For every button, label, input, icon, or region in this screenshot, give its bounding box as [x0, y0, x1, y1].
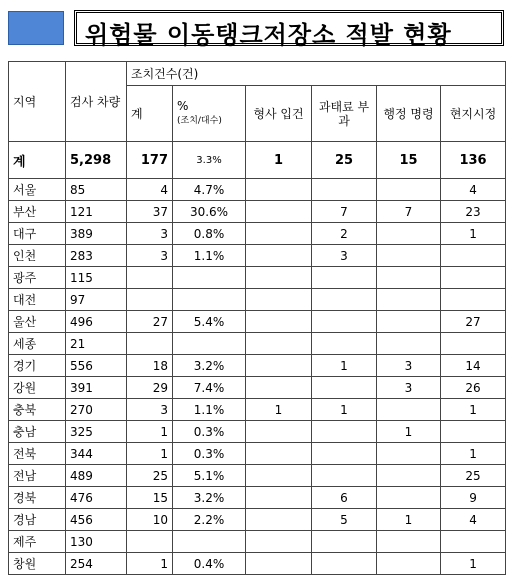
cell-onsite: 23 — [441, 201, 506, 223]
cell-region: 창원 — [9, 553, 66, 575]
cell-criminal — [246, 333, 312, 355]
cell-action-total: 18 — [127, 355, 173, 377]
cell-criminal — [246, 421, 312, 443]
cell-admin — [377, 333, 441, 355]
cell-percent — [173, 531, 246, 553]
cell-criminal — [246, 465, 312, 487]
cell-onsite: 27 — [441, 311, 506, 333]
cell-fine — [312, 553, 377, 575]
cell-percent — [173, 267, 246, 289]
cell-fine — [312, 311, 377, 333]
cell-action-total: 4 — [127, 179, 173, 201]
cell-criminal — [246, 223, 312, 245]
header-region: 지역 — [9, 62, 66, 142]
cell-action-total: 3 — [127, 245, 173, 267]
header-percent — [173, 86, 246, 142]
cell-action-total: 3 — [127, 223, 173, 245]
cell-admin — [377, 289, 441, 311]
header-criminal-case: 형사 입건 — [246, 86, 312, 142]
title-bar — [6, 6, 504, 49]
cell-onsite: 1 — [441, 399, 506, 421]
header-percent-main: % — [177, 98, 189, 113]
cell-fine: 1 — [312, 399, 377, 421]
total-admin: 15 — [377, 142, 441, 179]
cell-fine: 3 — [312, 245, 377, 267]
table-row — [9, 531, 506, 553]
cell-action-total: 10 — [127, 509, 173, 531]
cell-admin — [377, 179, 441, 201]
cell-admin: 3 — [377, 377, 441, 399]
cell-percent: 0.3% — [173, 421, 246, 443]
cell-admin: 1 — [377, 509, 441, 531]
cell-inspected: 85 — [66, 179, 127, 201]
total-row — [9, 142, 506, 179]
cell-region: 강원 — [9, 377, 66, 399]
cell-fine — [312, 289, 377, 311]
table-row — [9, 443, 506, 465]
cell-onsite: 1 — [441, 223, 506, 245]
total-actions: 177 — [127, 142, 173, 179]
cell-onsite: 25 — [441, 465, 506, 487]
cell-inspected: 325 — [66, 421, 127, 443]
cell-action-total — [127, 267, 173, 289]
total-fine: 25 — [312, 142, 377, 179]
cell-fine: 7 — [312, 201, 377, 223]
cell-action-total: 29 — [127, 377, 173, 399]
cell-fine — [312, 267, 377, 289]
cell-percent: 30.6% — [173, 201, 246, 223]
cell-onsite — [441, 531, 506, 553]
cell-inspected: 254 — [66, 553, 127, 575]
table-row — [9, 333, 506, 355]
table-row — [9, 377, 506, 399]
table-row — [9, 553, 506, 575]
cell-region: 제주 — [9, 531, 66, 553]
cell-criminal — [246, 509, 312, 531]
cell-action-total: 1 — [127, 443, 173, 465]
header-action-total: 계 — [127, 86, 173, 142]
cell-region: 경북 — [9, 487, 66, 509]
cell-criminal — [246, 179, 312, 201]
cell-action-total — [127, 333, 173, 355]
cell-percent: 0.3% — [173, 443, 246, 465]
cell-onsite: 1 — [441, 553, 506, 575]
cell-inspected: 21 — [66, 333, 127, 355]
cell-percent: 7.4% — [173, 377, 246, 399]
cell-region: 인천 — [9, 245, 66, 267]
cell-criminal — [246, 289, 312, 311]
cell-onsite: 26 — [441, 377, 506, 399]
cell-criminal — [246, 245, 312, 267]
cell-onsite — [441, 267, 506, 289]
cell-percent: 3.2% — [173, 487, 246, 509]
header-action-count-group: 조치건수(건) — [127, 62, 506, 86]
cell-onsite: 4 — [441, 509, 506, 531]
cell-fine: 5 — [312, 509, 377, 531]
table-row — [9, 179, 506, 201]
title-box — [74, 10, 504, 49]
total-inspected: 5,298 — [66, 142, 127, 179]
cell-region: 울산 — [9, 311, 66, 333]
cell-onsite: 14 — [441, 355, 506, 377]
table-row — [9, 509, 506, 531]
cell-percent: 0.4% — [173, 553, 246, 575]
total-percent: 3.3% — [173, 142, 246, 179]
cell-fine — [312, 465, 377, 487]
cell-percent: 4.7% — [173, 179, 246, 201]
table-row — [9, 421, 506, 443]
total-region: 계 — [9, 142, 66, 179]
cell-inspected: 391 — [66, 377, 127, 399]
cell-region: 경기 — [9, 355, 66, 377]
cell-fine — [312, 333, 377, 355]
table-row — [9, 465, 506, 487]
cell-percent — [173, 333, 246, 355]
cell-fine — [312, 421, 377, 443]
cell-fine: 6 — [312, 487, 377, 509]
cell-onsite: 9 — [441, 487, 506, 509]
header-percent-sub: (조치/대수) — [177, 115, 222, 126]
cell-percent: 5.4% — [173, 311, 246, 333]
table-row — [9, 399, 506, 421]
cell-region: 충남 — [9, 421, 66, 443]
cell-fine — [312, 443, 377, 465]
table-row — [9, 223, 506, 245]
cell-percent: 1.1% — [173, 399, 246, 421]
table-row — [9, 245, 506, 267]
cell-inspected: 130 — [66, 531, 127, 553]
cell-percent: 1.1% — [173, 245, 246, 267]
cell-criminal: 1 — [246, 399, 312, 421]
cell-action-total: 27 — [127, 311, 173, 333]
cell-inspected: 121 — [66, 201, 127, 223]
cell-onsite: 4 — [441, 179, 506, 201]
cell-action-total: 15 — [127, 487, 173, 509]
cell-criminal — [246, 377, 312, 399]
cell-region: 대구 — [9, 223, 66, 245]
cell-percent: 2.2% — [173, 509, 246, 531]
inspection-table — [8, 61, 506, 575]
cell-admin — [377, 553, 441, 575]
cell-fine — [312, 531, 377, 553]
cell-region: 전남 — [9, 465, 66, 487]
cell-action-total: 25 — [127, 465, 173, 487]
cell-onsite: 1 — [441, 443, 506, 465]
cell-fine: 1 — [312, 355, 377, 377]
cell-action-total: 37 — [127, 201, 173, 223]
cell-region: 서울 — [9, 179, 66, 201]
cell-region: 대전 — [9, 289, 66, 311]
table-row — [9, 201, 506, 223]
cell-inspected: 489 — [66, 465, 127, 487]
cell-region: 경남 — [9, 509, 66, 531]
cell-action-total: 3 — [127, 399, 173, 421]
cell-criminal — [246, 487, 312, 509]
cell-admin — [377, 487, 441, 509]
cell-admin: 7 — [377, 201, 441, 223]
cell-admin — [377, 311, 441, 333]
cell-criminal — [246, 443, 312, 465]
cell-action-total — [127, 531, 173, 553]
header-fine-imposed: 과태료 부과 — [312, 86, 377, 142]
cell-inspected: 456 — [66, 509, 127, 531]
cell-percent: 3.2% — [173, 355, 246, 377]
cell-inspected: 496 — [66, 311, 127, 333]
cell-inspected: 476 — [66, 487, 127, 509]
cell-onsite — [441, 421, 506, 443]
cell-admin: 3 — [377, 355, 441, 377]
cell-criminal — [246, 531, 312, 553]
cell-criminal — [246, 311, 312, 333]
cell-inspected: 270 — [66, 399, 127, 421]
cell-criminal — [246, 267, 312, 289]
cell-admin — [377, 531, 441, 553]
cell-admin: 1 — [377, 421, 441, 443]
cell-inspected: 344 — [66, 443, 127, 465]
table-row — [9, 267, 506, 289]
table-row — [9, 487, 506, 509]
cell-fine — [312, 377, 377, 399]
cell-region: 충북 — [9, 399, 66, 421]
cell-admin — [377, 245, 441, 267]
cell-inspected: 283 — [66, 245, 127, 267]
cell-region: 부산 — [9, 201, 66, 223]
total-onsite: 136 — [441, 142, 506, 179]
cell-fine — [312, 179, 377, 201]
cell-inspected: 556 — [66, 355, 127, 377]
cell-action-total: 1 — [127, 553, 173, 575]
cell-onsite — [441, 333, 506, 355]
title-color-swatch — [8, 11, 64, 45]
cell-percent — [173, 289, 246, 311]
cell-criminal — [246, 201, 312, 223]
cell-action-total: 1 — [127, 421, 173, 443]
table-row — [9, 355, 506, 377]
cell-action-total — [127, 289, 173, 311]
cell-fine: 2 — [312, 223, 377, 245]
page-title: 위험물 이동탱크저장소 적발 현황 — [85, 21, 452, 49]
cell-admin — [377, 465, 441, 487]
cell-criminal — [246, 355, 312, 377]
table-row — [9, 311, 506, 333]
cell-onsite — [441, 245, 506, 267]
cell-inspected: 97 — [66, 289, 127, 311]
cell-admin — [377, 223, 441, 245]
cell-admin — [377, 267, 441, 289]
header-inspected-vehicles: 검사 차량 — [66, 62, 127, 142]
cell-inspected: 115 — [66, 267, 127, 289]
header-admin-order: 행정 명령 — [377, 86, 441, 142]
total-criminal: 1 — [246, 142, 312, 179]
cell-percent: 5.1% — [173, 465, 246, 487]
cell-admin — [377, 399, 441, 421]
header-onsite-correction: 현지시정 — [441, 86, 506, 142]
table-row — [9, 289, 506, 311]
cell-inspected: 389 — [66, 223, 127, 245]
cell-percent: 0.8% — [173, 223, 246, 245]
cell-criminal — [246, 553, 312, 575]
cell-region: 전북 — [9, 443, 66, 465]
cell-region: 광주 — [9, 267, 66, 289]
cell-onsite — [441, 289, 506, 311]
cell-admin — [377, 443, 441, 465]
cell-region: 세종 — [9, 333, 66, 355]
